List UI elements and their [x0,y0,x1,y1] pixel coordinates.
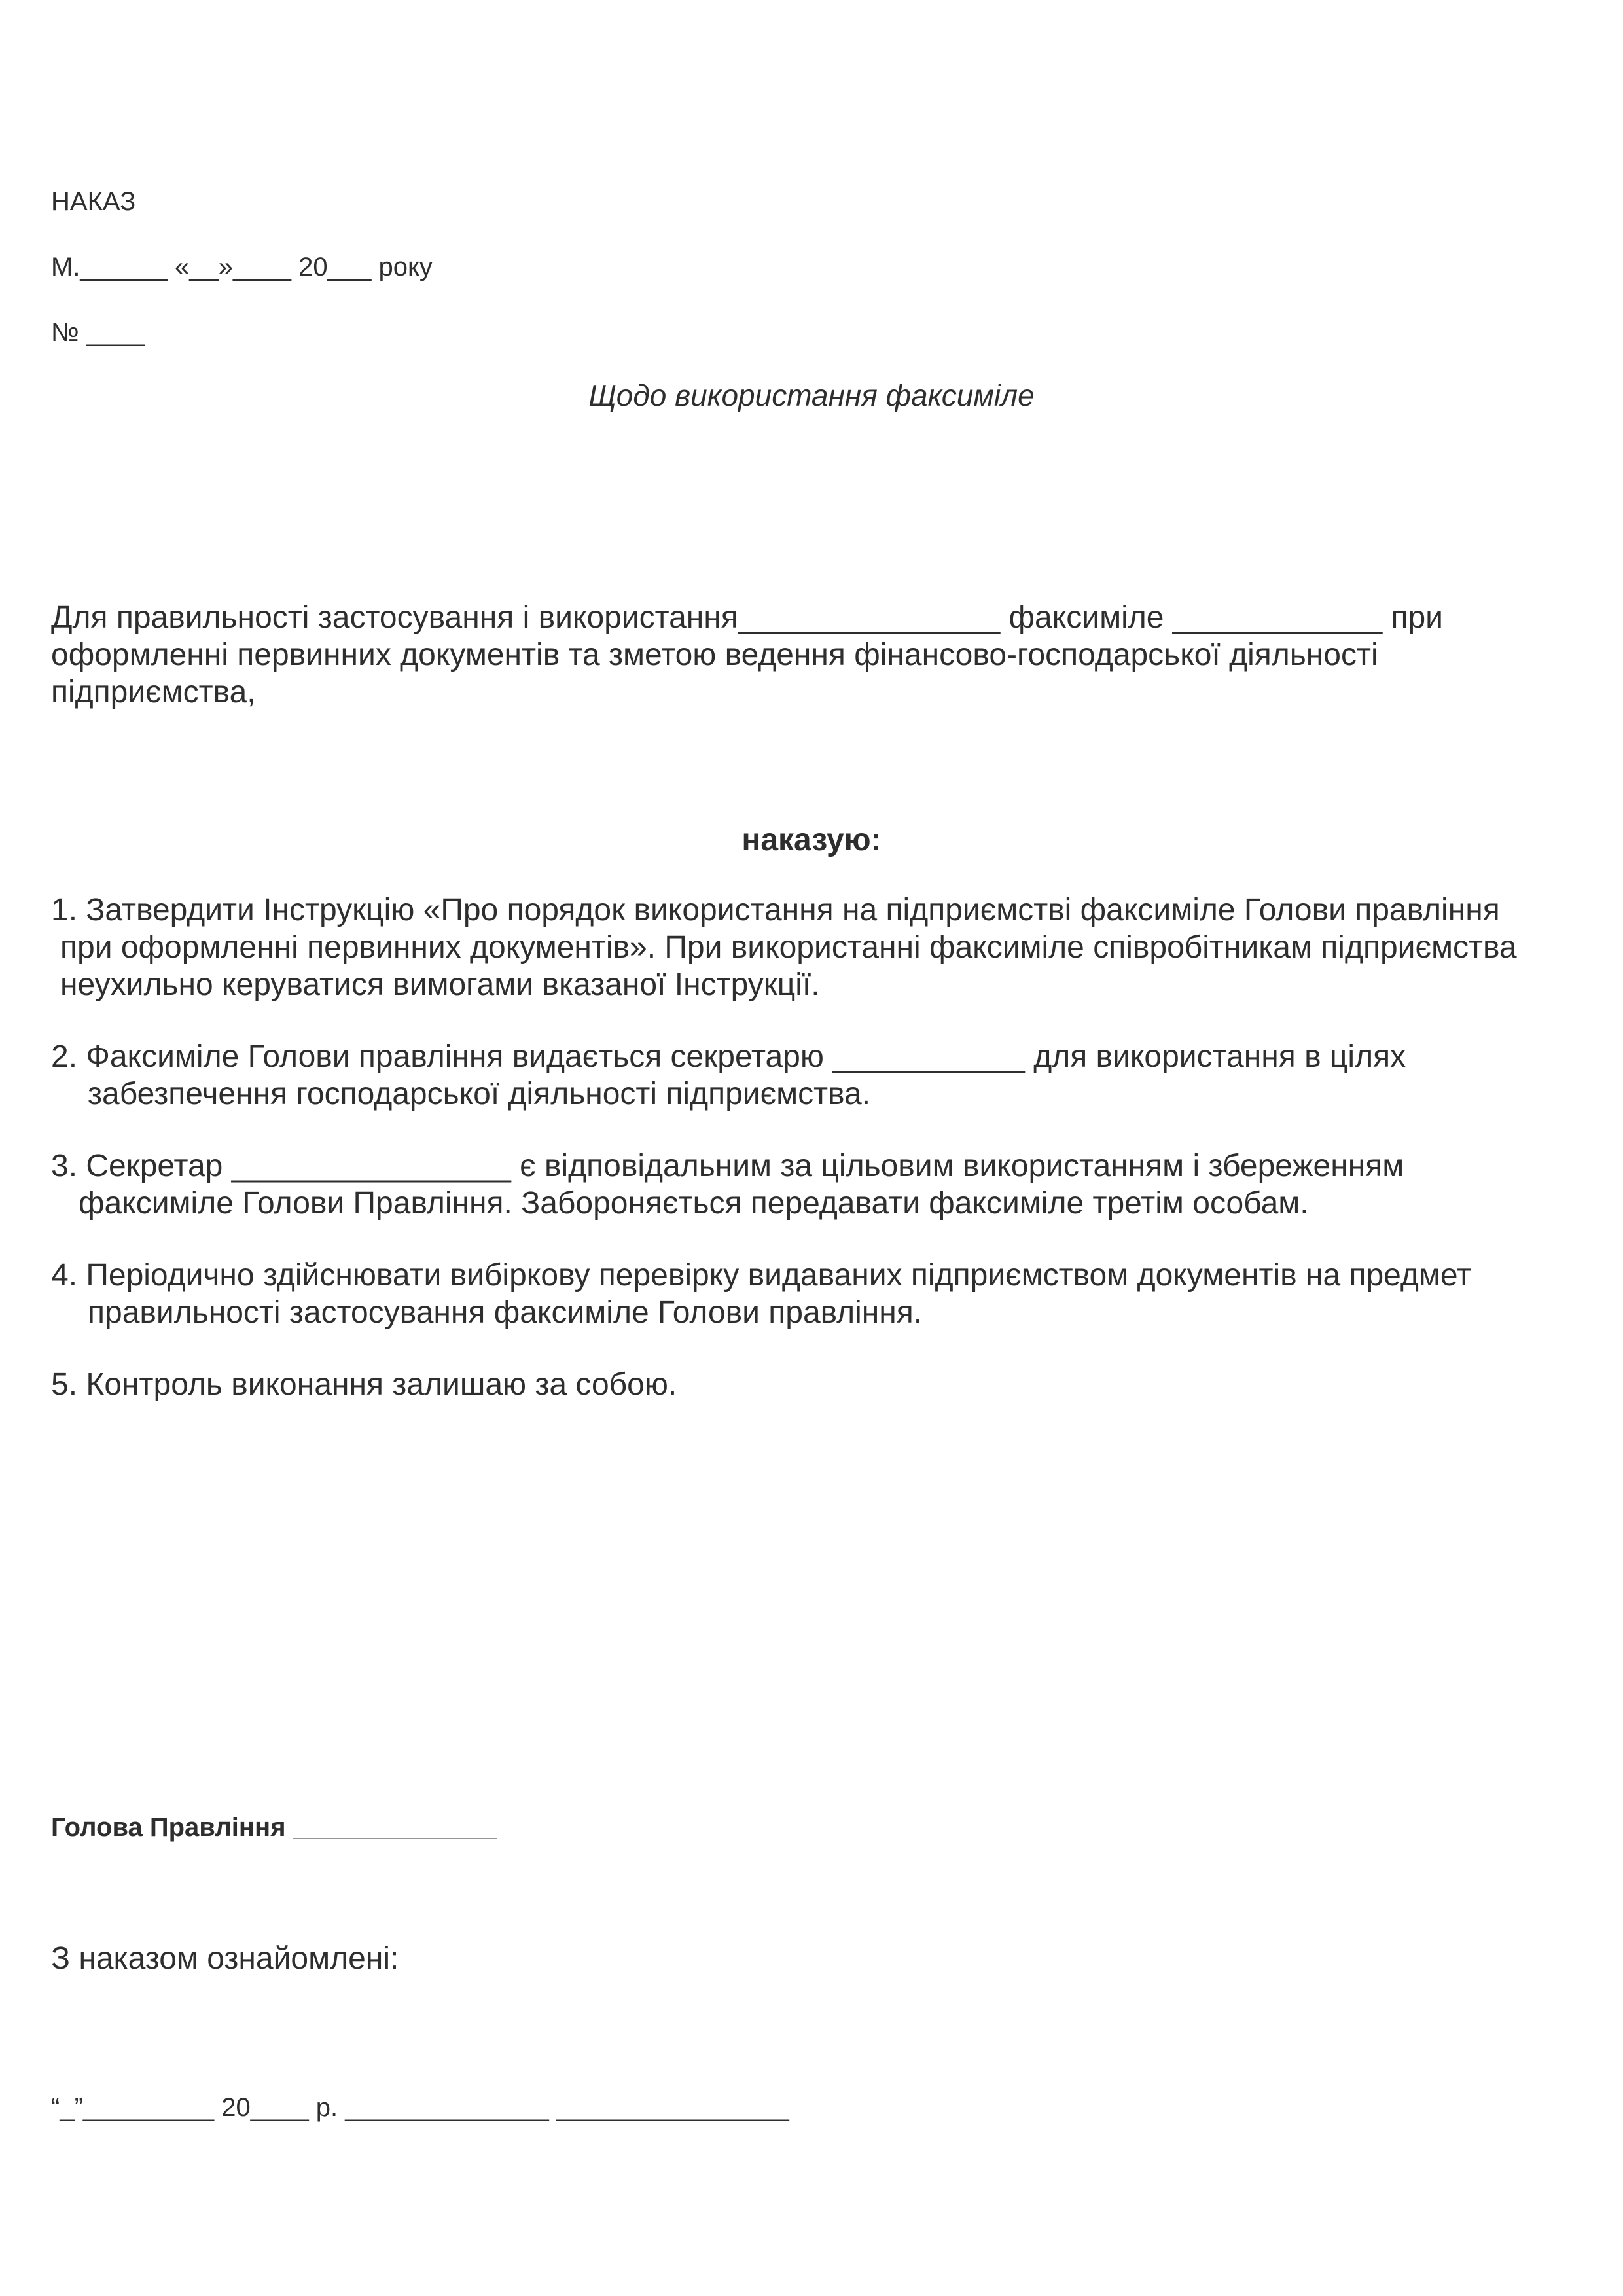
order-number: № ____ [51,318,145,347]
acknowledgement-label: З наказом ознайомлені: [51,1941,399,1976]
item-1-line-3: неухильно керуватися вимогами вказаної Інструкції. [60,967,820,1002]
item-4-line-2: правильності застосування факсиміле Голови правління. [88,1295,923,1330]
item-4-line-1: 4. Періодично здійснювати вибіркову перевірку видаваних підприємством документів на предмет [51,1258,1471,1293]
item-1-line-1: 1. Затвердити Інструкцію «Про порядок використання на підприємстві факсиміле Голови правління [51,893,1500,927]
preamble-line-3: підприємства, [51,675,256,709]
item-3-line-2: факсиміле Голови Правління. Забороняється передавати факсиміле третім особам. [79,1186,1309,1221]
place-date-line: М.______ «__»____ 20___ року [51,253,433,281]
order-subject: Щодо використання факсиміле [588,378,1035,412]
order-word: наказую: [741,823,882,857]
acknowledgement-signature-line: “_”_________ 20____ р. ______________ ________________ [51,2093,789,2122]
item-1-line-2: при оформленні первинних документів». При використанні факсиміле співробітникам підприємства [60,930,1517,965]
signature-line: Голова Правління ______________ [51,1813,497,1842]
preamble-line-2: оформленні первинних документів та зметою ведення фінансово-господарської діяльності [51,637,1378,672]
item-2-line-2: забезпечення господарської діяльності підприємства. [88,1077,871,1111]
document-title: НАКАЗ [51,187,136,216]
preamble-line-1: Для правильності застосування і використання_______________ факсиміле ____________ при [51,600,1443,635]
item-3-line-1: 3. Секретар ________________ є відповідальним за цільовим використанням і збереженням [51,1149,1404,1183]
item-5-line-1: 5. Контроль виконання залишаю за собою. [51,1367,677,1402]
item-2-line-1: 2. Факсиміле Голови правління видається секретарю ___________ для використання в цілях [51,1039,1406,1074]
